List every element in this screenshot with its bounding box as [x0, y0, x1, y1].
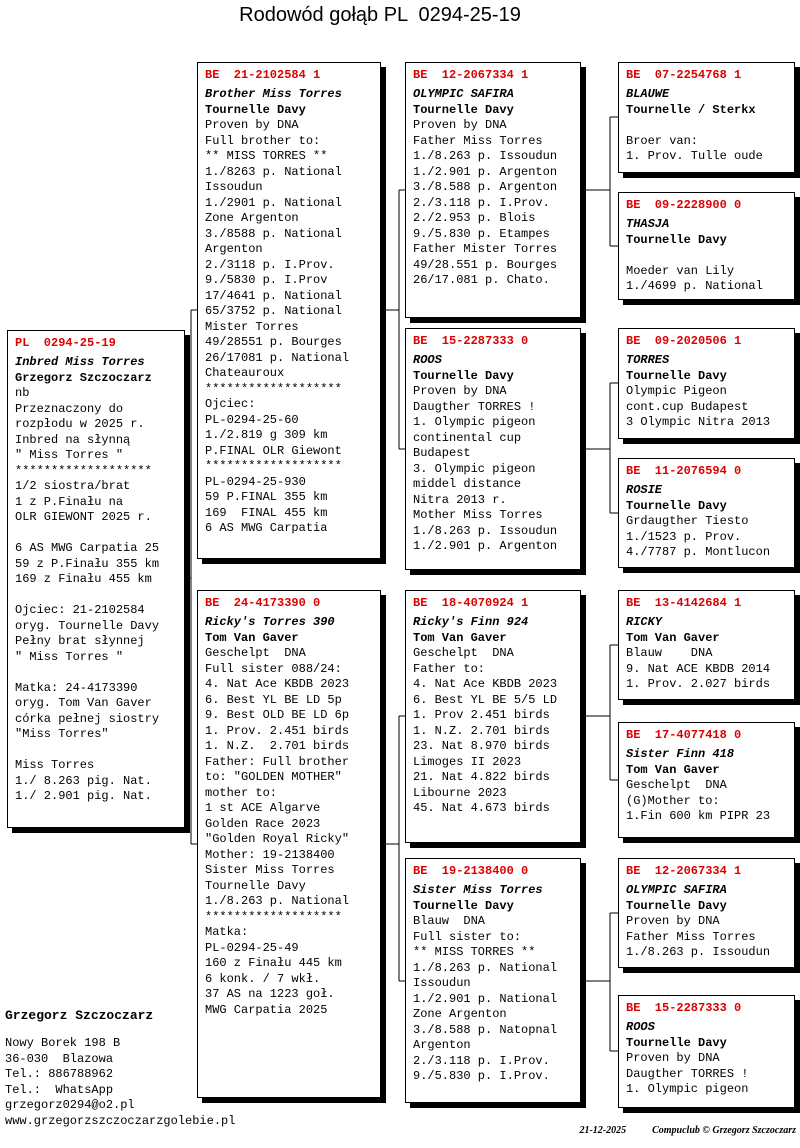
text-line: Tournelle Davy	[413, 898, 514, 913]
ring-number: BE 24-4173390 0	[205, 596, 321, 610]
text-line: Geschelpt DNA	[205, 646, 306, 660]
text-line: www.grzegorzszczoczarzgolebie.pl	[5, 1113, 236, 1128]
pedigree-box-father	[197, 62, 381, 559]
text-line: TORRES	[626, 353, 670, 367]
text-line: OLYMPIC SAFIRA	[626, 883, 727, 897]
text-line: Ricky's Finn 924	[413, 615, 529, 629]
breeder-address	[5, 1036, 235, 1129]
text-line: 26/17.081 p. Chato.	[413, 273, 550, 287]
text-line: 65/3752 p. National	[205, 304, 342, 318]
text-line	[15, 665, 182, 681]
print-stamp	[574, 1114, 796, 1136]
text-line: Proven by DNA	[413, 118, 507, 132]
text-line: 3./8.588 p. Natopnal	[413, 1022, 558, 1037]
page-title: Rodowód gołąb PL 0294-25-19	[239, 4, 521, 26]
text-line: ** MISS TORRES **	[205, 149, 328, 163]
text-line: 1 z P.Finału na	[15, 494, 124, 509]
text-line: Tournelle Davy	[205, 102, 306, 117]
text-line: 21. Nat 4.822 birds	[413, 770, 550, 784]
text-line	[626, 118, 792, 134]
text-line: 1. Prov. Tulle oude	[626, 149, 763, 163]
pedigree-box-great-grandparent-2	[618, 192, 795, 300]
text-line: 4. Nat Ace KBDB 2023	[205, 677, 350, 691]
text-line: Mother: 19-2138400	[205, 847, 335, 862]
text-line: 6 konk. / 7 wkł.	[205, 971, 321, 986]
text-line: 1./8.263 p. National	[205, 894, 350, 908]
text-line: Father Miss Torres	[413, 133, 543, 148]
pigeon-details	[626, 1020, 792, 1098]
text-line: rozpłodu w 2025 r.	[15, 417, 145, 431]
text-line: 26/17081 p. National	[205, 350, 350, 365]
ring-number: BE 07-2254768 1	[626, 68, 742, 82]
text-line: 1. Olympic pigeon	[413, 415, 536, 429]
text-line: continental cup	[413, 430, 522, 445]
text-line: 1./2.901 p. Argenton	[413, 539, 558, 553]
pedigree-box-great-grandparent-6	[618, 722, 795, 838]
ring-number: BE 21-2102584 1	[205, 68, 321, 82]
text-line: 36-030 Blazowa	[5, 1051, 114, 1066]
pigeon-details	[626, 217, 792, 295]
text-line: 1. N.Z. 2.701 birds	[205, 739, 350, 753]
text-line: oryg. Tom Van Gaver	[15, 696, 152, 710]
ring-number: BE 15-2287333 0	[413, 334, 529, 348]
text-line: Inbred na słynną	[15, 432, 131, 447]
pedigree-box-grandmother-maternal	[405, 858, 581, 1103]
text-line: *******************	[15, 463, 152, 478]
text-line: Father: Full brother	[205, 754, 350, 769]
text-line: 1. N.Z. 2.701 birds	[413, 723, 550, 738]
text-line: 1 st ACE Algarve	[205, 801, 321, 815]
pedigree-box-subject	[7, 330, 185, 828]
text-line: Full sister to:	[413, 929, 522, 944]
pigeon-details	[626, 883, 792, 961]
text-line: Grdaugther Tiesto	[626, 514, 749, 528]
pedigree-box-great-grandparent-5	[618, 590, 795, 700]
print-date: 21-12-2025	[579, 1125, 627, 1136]
text-line: 37 AS na 1223 goł.	[205, 987, 335, 1001]
pigeon-details	[626, 615, 792, 693]
text-line: Pełny brat słynnej	[15, 634, 145, 648]
text-line: Issoudun	[413, 976, 471, 990]
text-line: Ojciec: 21-2102584	[15, 603, 145, 617]
text-line: Proven by DNA	[413, 384, 507, 398]
text-line: ROSIE	[626, 483, 663, 497]
ring-number: BE 18-4070924 1	[413, 596, 529, 610]
text-line: 2./3.118 p. I.Prov.	[413, 195, 550, 210]
text-line: Tournelle Davy	[626, 232, 727, 247]
text-line: 169 FINAL 455 km	[205, 505, 328, 520]
text-line: 1./1523 p. Prov.	[626, 529, 742, 544]
ring-number: BE 12-2067334 1	[413, 68, 529, 82]
text-line: Ricky's Torres 390	[205, 615, 335, 629]
text-line: 3. Olympic pigeon	[413, 461, 536, 476]
ring-number: BE 17-4077418 0	[626, 728, 742, 742]
text-line: Proven by DNA	[626, 914, 720, 928]
text-line: Daugther TORRES !	[626, 1066, 749, 1081]
text-line: Libourne 2023	[413, 785, 507, 800]
text-line: Tournelle Davy	[205, 878, 306, 893]
pigeon-details	[626, 483, 792, 561]
text-line: Daugther TORRES !	[413, 399, 536, 414]
text-line: Matka:	[205, 925, 249, 939]
text-line: Father Mister Torres	[413, 242, 558, 256]
text-line	[626, 248, 792, 264]
text-line: Olympic Pigeon	[626, 384, 727, 398]
text-line: P.FINAL OLR Giewont	[205, 443, 342, 458]
text-line: 49/28.551 p. Bourges	[413, 257, 558, 272]
text-line: ** MISS TORRES **	[413, 945, 536, 959]
text-line: Broer van:	[626, 133, 699, 148]
text-line: " Miss Torres "	[15, 649, 124, 664]
text-line: Tom Van Gaver	[626, 762, 720, 777]
text-line: 1./2.819 g 309 km	[205, 428, 328, 442]
text-line: 160 z Finału 445 km	[205, 956, 342, 970]
text-line: (G)Mother to:	[626, 793, 720, 808]
text-line: Argenton	[413, 1038, 471, 1052]
pigeon-details	[205, 87, 378, 537]
text-line: 45. Nat 4.673 birds	[413, 801, 550, 815]
ring-number: BE 13-4142684 1	[626, 596, 742, 610]
text-line: Tournelle / Sterkx	[626, 102, 756, 117]
text-line: RICKY	[626, 615, 663, 629]
text-line: Tournelle Davy	[626, 898, 727, 913]
text-line: 1. Prov. 2.027 birds	[626, 677, 771, 691]
text-line: *******************	[205, 459, 342, 473]
text-line: Moeder van Lily	[626, 263, 735, 278]
ring-number: BE 09-2020506 1	[626, 334, 742, 348]
text-line: 4./7787 p. Montlucon	[626, 545, 771, 559]
text-line: Tom Van Gaver	[413, 630, 507, 645]
text-line: 3./8588 p. National	[205, 226, 342, 241]
text-line	[15, 743, 182, 759]
text-line: Father to:	[413, 661, 486, 676]
text-line: 1./8263 p. National	[205, 164, 342, 179]
text-line: nb	[15, 386, 30, 400]
text-line: 6. Best YL BE LD 5p	[205, 692, 342, 707]
text-line: Przeznaczony do	[15, 401, 124, 416]
text-line: 6 AS MWG Carpatia	[205, 521, 328, 535]
text-line: Tom Van Gaver	[626, 630, 720, 645]
text-line: Limoges II 2023	[413, 754, 522, 769]
text-line: 4. Nat Ace KBDB 2023	[413, 677, 558, 691]
pigeon-details	[626, 87, 792, 165]
text-line: 1./2.901 p. National	[413, 991, 558, 1006]
text-line: *******************	[205, 909, 342, 924]
ring-number: BE 11-2076594 0	[626, 464, 742, 478]
text-line: Tom Van Gaver	[205, 630, 299, 645]
text-line: PL-0294-25-930	[205, 474, 306, 489]
text-line: Blauw DNA	[413, 914, 486, 928]
breeder-name: Grzegorz Szczoczarz	[5, 1008, 154, 1023]
text-line: OLYMPIC SAFIRA	[413, 87, 514, 101]
text-line: mother to:	[205, 785, 278, 800]
text-line: 1./8.263 p. Issoudun	[413, 523, 558, 538]
text-line: *******************	[205, 381, 342, 396]
text-line: OLR GIEWONT 2025 r.	[15, 510, 152, 524]
text-line: 3 Olympic Nitra 2013	[626, 415, 771, 429]
text-line: 1./ 8.263 pig. Nat.	[15, 773, 152, 788]
text-line: Tournelle Davy	[626, 368, 727, 383]
text-line: 9./5830 p. I.Prov	[205, 273, 328, 287]
text-line: 23. Nat 8.970 birds	[413, 739, 550, 753]
text-line: 17/4641 p. National	[205, 288, 342, 303]
text-line: Matka: 24-4173390	[15, 680, 138, 695]
text-line: " Miss Torres "	[15, 448, 124, 462]
text-line: Miss Torres	[15, 758, 95, 772]
text-line: Tournelle Davy	[626, 1035, 727, 1050]
text-line: Chateauroux	[205, 366, 285, 380]
text-line: 1./2.901 p. Argenton	[413, 164, 558, 179]
text-line: Issoudun	[205, 180, 263, 194]
pedigree-box-great-grandparent-7	[618, 858, 795, 968]
pigeon-details	[205, 615, 378, 1018]
text-line: 1. Prov. 2.451 birds	[205, 723, 350, 738]
text-line: 2./3.118 p. I.Prov.	[413, 1053, 550, 1068]
text-line: Tournelle Davy	[413, 368, 514, 383]
text-line: 1.Fin 600 km PIPR 23	[626, 809, 771, 823]
text-line: Zone Argenton	[413, 1007, 507, 1021]
ring-number: BE 12-2067334 1	[626, 864, 742, 878]
text-line: Budapest	[413, 446, 471, 460]
text-line: Ojciec:	[205, 397, 256, 411]
text-line: Mister Torres	[205, 319, 299, 334]
text-line: Brother Miss Torres	[205, 87, 342, 101]
text-line: Inbred Miss Torres	[15, 355, 145, 369]
pigeon-details	[626, 353, 792, 431]
ring-number: BE 09-2228900 0	[626, 198, 742, 212]
text-line: 49/28551 p. Bourges	[205, 335, 342, 349]
text-line: Geschelpt DNA	[413, 646, 514, 660]
pigeon-details	[413, 87, 578, 289]
text-line: Grzegorz Szczoczarz	[15, 370, 152, 385]
pedigree-box-great-grandparent-8	[618, 995, 795, 1108]
text-line: Golden Race 2023	[205, 816, 321, 831]
pedigree-box-great-grandparent-3	[618, 328, 795, 439]
text-line: Geschelpt DNA	[626, 778, 727, 792]
text-line: Nitra 2013 r.	[413, 492, 507, 507]
text-line: THASJA	[626, 217, 670, 231]
text-line: Tel.: 886788962	[5, 1067, 114, 1081]
pigeon-details	[15, 355, 182, 805]
text-line: Tournelle Davy	[413, 102, 514, 117]
text-line: 2./3118 p. I.Prov.	[205, 257, 335, 272]
text-line: 1./8.263 p. National	[413, 960, 558, 975]
text-line: PL-0294-25-49	[205, 940, 299, 955]
text-line: Argenton	[205, 242, 263, 256]
text-line: 6. Best YL BE 5/5 LD	[413, 692, 558, 707]
text-line: Sister Miss Torres	[205, 863, 335, 877]
pedigree-box-great-grandparent-1	[618, 62, 795, 173]
text-line: "Golden Royal Ricky"	[205, 832, 350, 846]
text-line: 1. Olympic pigeon	[626, 1082, 749, 1096]
text-line: Sister Finn 418	[626, 747, 735, 761]
pigeon-details	[413, 615, 578, 817]
text-line: Nowy Borek 198 B	[5, 1036, 121, 1050]
pedigree-box-great-grandparent-4	[618, 458, 795, 568]
text-line: 1./4699 p. National	[626, 279, 763, 293]
ring-number: BE 15-2287333 0	[626, 1001, 742, 1015]
text-line: "Miss Torres"	[15, 727, 109, 741]
text-line: 9./5.830 p. Etampes	[413, 226, 550, 241]
text-line: middel distance	[413, 477, 522, 491]
text-line: Sister Miss Torres	[413, 883, 543, 897]
text-line: BLAUWE	[626, 87, 670, 101]
text-line: Proven by DNA	[205, 118, 299, 132]
pedigree-box-grandmother-paternal	[405, 328, 581, 570]
text-line: Proven by DNA	[626, 1051, 720, 1065]
text-line: 1./2901 p. National	[205, 195, 342, 210]
pedigree-box-grandfather-paternal	[405, 62, 581, 318]
text-line: 1./8.263 p. Issoudun	[413, 149, 558, 163]
text-line: Tournelle Davy	[626, 498, 727, 513]
text-line: PL-0294-25-60	[205, 412, 299, 427]
text-line: cont.cup Budapest	[626, 399, 749, 414]
text-line: Zone Argenton	[205, 211, 299, 225]
text-line	[15, 526, 182, 542]
text-line: Father Miss Torres	[626, 929, 756, 944]
text-line: 59 z P.Finału 355 km	[15, 556, 160, 571]
pigeon-details	[413, 883, 578, 1085]
text-line: oryg. Tournelle Davy	[15, 618, 160, 633]
breeder-info	[5, 1008, 235, 1129]
text-line: 2./2.953 p. Blois	[413, 211, 536, 225]
software-credit: Compuclub © Grzegorz Szczoczarz	[652, 1125, 796, 1136]
text-line: to: "GOLDEN MOTHER"	[205, 770, 342, 784]
pigeon-details	[413, 353, 578, 555]
text-line	[15, 588, 182, 604]
text-line: 9. Nat ACE KBDB 2014	[626, 661, 771, 676]
text-line: 59 P.FINAL 355 km	[205, 490, 328, 504]
ring-number: BE 19-2138400 0	[413, 864, 529, 878]
text-line: 1. Prov 2.451 birds	[413, 708, 550, 722]
text-line: Mother Miss Torres	[413, 508, 543, 522]
text-line: 9. Best OLD BE LD 6p	[205, 708, 350, 722]
text-line: córka pełnej siostry	[15, 711, 160, 726]
text-line: 6 AS MWG Carpatia 25	[15, 541, 160, 555]
pedigree-box-grandfather-maternal	[405, 590, 581, 843]
pigeon-details	[626, 747, 792, 825]
text-line: Tel.: WhatsApp	[5, 1082, 114, 1097]
text-line: Blauw DNA	[626, 646, 713, 660]
text-line: Full brother to:	[205, 133, 321, 148]
text-line: MWG Carpatia 2025	[205, 1002, 328, 1017]
text-line: 169 z Finału 455 km	[15, 572, 152, 586]
text-line: grzegorz0294@o2.pl	[5, 1098, 135, 1112]
ring-number: PL 0294-25-19	[15, 336, 116, 350]
text-line: 3./8.588 p. Argenton	[413, 180, 558, 194]
text-line: 1./8.263 p. Issoudun	[626, 945, 771, 959]
text-line: ROOS	[413, 353, 442, 367]
text-line: Full sister 088/24:	[205, 661, 342, 676]
text-line: 1./ 2.901 pig. Nat.	[15, 789, 152, 803]
text-line: 1/2 siostra/brat	[15, 479, 131, 493]
text-line: 9./5.830 p. I.Prov.	[413, 1069, 550, 1083]
text-line: ROOS	[626, 1020, 655, 1034]
